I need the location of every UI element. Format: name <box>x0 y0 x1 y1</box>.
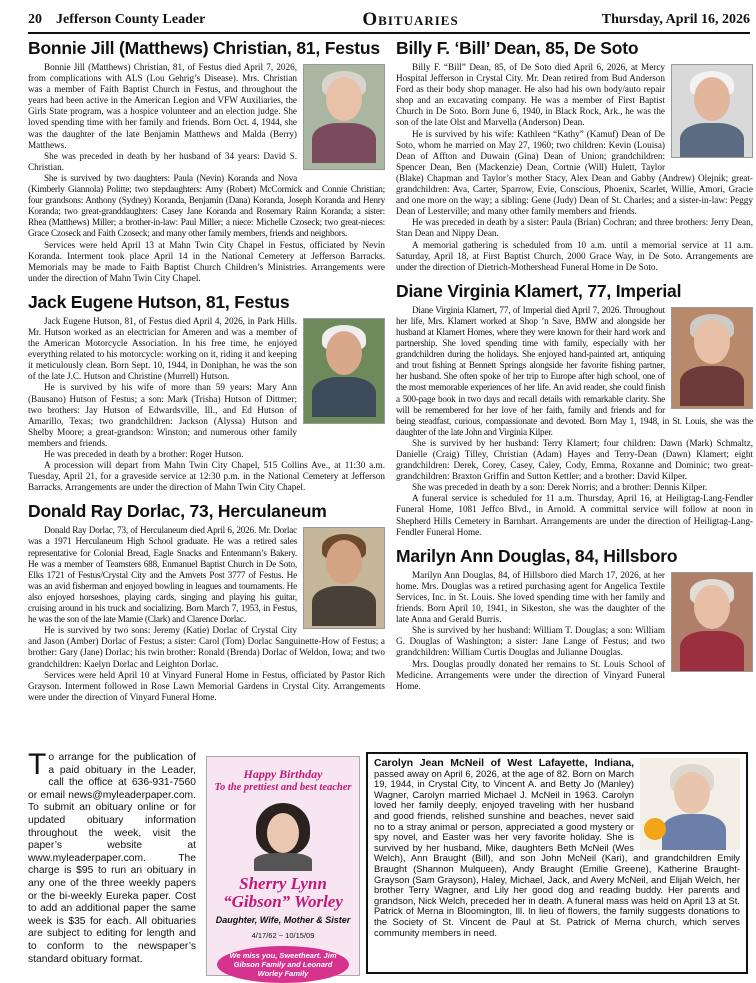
obituary-paragraph: Marilyn Ann Douglas, 84, of Hillsboro died March 17, 2026, at her home. Mrs. Douglas was a retired purchasing agent for Angelica Textile Services, Inc. in St. Louis. She loved spending time with her family and friends. Born April 10, 1941, in Sikeston, she was the daughter of the late Anna and Gerald Burris. <box>396 569 665 625</box>
obituary-paragraph: He is survived by his wife: Kathleen “Kathy” (Kamuf) Dean of De Soto, whom he married on May 27, 1960; two children: Kevin (Louisa) Dean of Affton and Duwain (Gina) Dean of Union; grandchildren: Spencer Dean, Ben (Mackenzie) Dean, Cortnie (Will) Hulett, Taylor (Blake) Chapman and Taylor’s mother Stacy, Alex Dean and Gabby (Andrew) Olejnik; great-grandchildren: Ava, Carter, Sparrow, Evie, Conscious, Phoenix, Scarlet, Willie, Amori, Gracie and one more on the way; a sibling: Gene (Judy) Dean of St. Charles; and a sister-in-law: Peggy Dean of Lesterville; and many other family members and friends. <box>396 128 753 217</box>
obituary-title: Marilyn Ann Douglas, 84, Hillsboro <box>396 545 678 566</box>
obituary-dean <box>396 38 753 273</box>
obituary-paragraph: Jack Eugene Hutson, 81, of Festus died April 4, 2026, in Park Hills. Mr. Hutson worked as an electrician for Ameren and was a member of the American Motorcycle Association. In his free time, he enjoyed everything related to his motorcycle: working on it, riding it and keeping it meticulously clean. Born Sept. 10, 1944, in Doniphan, he was the son of the late J.C. Hutson and Christine (Murrell) Hutson. <box>28 315 297 382</box>
obituary-paragraph: A memorial gathering is scheduled from 10 a.m. until a memorial service at 11 a.m. Saturday, April 18, at First Baptist Church, 2000 Grace Way, in De Soto. Arrangements are under the direction of Dietrich-Mothershead Funeral Home in De Soto. <box>396 239 753 272</box>
portrait-photo <box>671 307 753 409</box>
obituary-paragraph: She is survived by her husband: William T. Douglas; a son: William G. Douglas of Washington; a sister: Jane Lange of Festus; and two grandchildren: William Curtis Douglas and Julianne Douglas. <box>396 625 665 658</box>
obituary-paragraph: Billy F. “Bill” Dean, 85, of De Soto died April 6, 2026, at Mercy Hospital Jefferson in Crystal City. Mr. Dean retired from Bud Anderson Ford as their body shop manager. He also had his own body/auto repair shop and an excavating company. He was a member of First Baptist Church in De Soto. Born June 6, 1940, in Black Rock, Ark., he was the son of the late Olst and Marvella (Anderson) Dean. <box>396 62 665 128</box>
notice-text: o arrange for the publication of a paid obituary in the Leader, call the office at 636-931-7560 or email news@myleaderpaper.com. To submit an obituary online or for updated obituary information throughout the week, visit the paper’s website at www.myleaderpaper.com. The charge is $95 to run an obituary in any one of the three weekly papers or the bi-weekly Eureka paper. Cost to add an additional paper the same week is $35 for each. All obituaries are subject to editing for length and to conform to the newspaper’s standard obituary format. <box>28 752 196 965</box>
portrait-photo <box>303 527 385 629</box>
bottom-section <box>28 748 750 978</box>
birthday-memorial-ad <box>206 756 360 976</box>
drop-cap: T <box>28 748 47 781</box>
obituary-paragraph: He was preceded in death by a sister: Paula (Brian) Cochran; and three brothers: Jerry Dean, Stan Dean and Nippy Dean. <box>396 217 753 239</box>
obituary-paragraph: She was preceded in death by her husband of 34 years: David S. Christian. <box>28 150 297 172</box>
issue-date: Thursday, April 16, 2026 <box>601 12 750 27</box>
obituary-douglas <box>396 546 753 692</box>
obituary-title: Jack Eugene Hutson, 81, Festus <box>28 291 290 312</box>
obituary-hutson <box>28 292 385 494</box>
obituary-paragraph: Services were held April 13 at Mahn Twin City Chapel in Festus, officiated by Nevin Koranda. Interment took place April 14 in the National Cemetery at Jefferson Barracks. Memorials may be made to Faith Baptist Church Children’s Ministries. Arrangements were under the direction of Mahn Twin City Chapel. <box>28 239 385 283</box>
page-header <box>28 8 750 34</box>
obituary-paragraph: Services were held April 10 at Vinyard Funeral Home in Festus, officiated by Pastor Rich Grayson. Interment followed in Rose Lawn Memorial Gardens in Crystal City. Arrangements were under the direction of Vinyard Funeral Home. <box>28 669 385 702</box>
portrait-photo <box>671 572 753 672</box>
portrait-photo <box>303 64 385 170</box>
obituary-dorlac <box>28 501 385 703</box>
obituary-paragraph: Bonnie Jill (Matthews) Christian, 81, of Festus died April 7, 2026, from complications with ALS (Lou Gehrig’s Disease). Mrs. Christian was a member of Faith Baptist Church in Festus, and throughout the years had been active in the American Legion and VFW Auxiliaries, the Girls State program, was a hospice volunteer and an election judge. She loved spending time with her family and friends. Born Oct. 4, 1944, she was the daughter of the late Benjamin Matthews and Malda (Berry) Matthews. <box>28 62 297 150</box>
mcneil-lead: Carolyn Jean McNeil of West Lafayette, Indiana, <box>374 757 634 769</box>
obituary-title: Billy F. ‘Bill’ Dean, 85, De Soto <box>396 38 639 58</box>
section-title: Obituaries <box>362 9 459 30</box>
page-number: 20 <box>28 12 42 27</box>
obituary-submission-notice <box>28 748 196 978</box>
memorial-dates: 4/17/62 ~ 10/15/09 <box>251 931 315 940</box>
memorial-message: We miss you, Sweetheart. Jim Gibson Family and Leonard Worley Family <box>217 946 349 983</box>
obituary-paragraph: She is survived by her husband: Terry Klamert; four children: Dawn (Mark) Schmaltz, Danielle (Craig) Tilley, Christian (Adam) Hayes and Terry-Dean (Dawn) Klamert; eight grandchildren: Derek, Corey, Casey, Caley, Cody, Emma, Roxanne and Dominic; two great-grandchildren: Braxton Griffin and Sutton Kettler; and a brother: David Kilper. <box>396 437 753 482</box>
obituary-paragraph: He is survived by two sons: Jeremy (Katie) Dorlac of Crystal City and Jason (Amber) Dorlac of Festus; a sister: Carol (Tom) Dorlac Sanguinette-How of Festus; a brother: Gary (Jane) Dorlac; his twin brother: Ronald (Brenda) Dorlac of Weldon, Iowa; and two grandchildren: Kaelyn Dorlac and Leighton Dorlac. <box>28 625 385 669</box>
obituary-klamert <box>396 281 753 538</box>
obituary-christian <box>28 38 385 284</box>
portrait-photo <box>671 64 753 158</box>
right-column <box>396 38 753 696</box>
portrait-photo <box>640 758 740 850</box>
obituary-paragraph: Mrs. Douglas proudly donated her remains to St. Louis School of Medicine. Arrangements were under the direction of Vinyard Funeral Home. <box>396 658 665 691</box>
obituary-mcneil <box>366 752 748 974</box>
portrait-photo <box>303 318 385 424</box>
birthday-heading: Happy Birthday <box>243 767 323 781</box>
obituary-paragraph: She was preceded in death by a son: Derek Norris; and a brother: Dennis Kilper. <box>412 482 708 493</box>
birthday-subheading: To the prettiest and best teacher <box>214 782 352 793</box>
memorial-name-first: Sherry Lynn <box>239 874 327 893</box>
obituary-paragraph: Donald Ray Dorlac, 73, of Herculaneum died April 6, 2026. Mr. Dorlac was a 1971 Herculaneum High School graduate. He was a retired sales representative for Colonial Bread, Eagle Snacks and Entenmann’s Bakery. He was a member of Teamsters 688, Enmanuel Baptist Church in De Soto, Elks 1721 of Festus/Crystal City and the Amvets Post 3777 of Festus. He was an avid fisherman and enjoyed bowling in leagues and tournaments. He also enjoyed horseshoes, playing cards, singing and playing his guitar, cruising around in his truck and socializing. Born March 7, 1953, in Festus, he was the son of the late Mamie (Clark) and Clarence Dorlac. <box>28 525 297 625</box>
memorial-name-last: “Gibson” Worley <box>223 892 343 911</box>
obituary-paragraph: A funeral service is scheduled for 11 a.m. Thursday, April 16, at Heiligtag-Lang-Fendler Funeral Home, 1081 Jeffco Blvd., in Arnold. A committal service will follow at noon in Shepherd Hills Cemetery in Barnhart. Arrangements are under the direction of Heiligtag-Lang-Fendler Funeral Home. <box>396 493 753 537</box>
paper-name: Jefferson County Leader <box>56 12 206 27</box>
obituary-title: Bonnie Jill (Matthews) Christian, 81, Festus <box>28 38 380 58</box>
obituary-paragraph: She is survived by two daughters: Paula (Nevin) Koranda and Nova (Kimberly Giannola) Politte; two stepdaughters: Amy (Robert) McCormick and Connie Christian; four grandsons: Anthony (Sydney) Koranda, Benjamin (Dana) Koranda, Joseph Koranda and Henry Koranda; two great-granddaughters: Casey Jane Koranda and Rosemary Rainn Koranda; a sister: Rhea (Matthews) Miller; a brother-in-law: Paul Miller; a niece: Michelle Czoseck; two great-nieces: Grace Czoseck and Faith Czoseck; and many other family members, friends and neighbors. <box>28 172 385 239</box>
left-column <box>28 38 385 707</box>
obituary-title: Donald Ray Dorlac, 73, Herculaneum <box>28 501 327 522</box>
obituary-paragraph: He was preceded in death by a brother: Roger Hutson. <box>44 449 244 459</box>
obituary-paragraph: A procession will depart from Mahn Twin City Chapel, 515 Collins Ave., at 11:30 a.m. Tuesday, April 21, for a graveside service at 12:30 p.m. in the National Cemetery at Jefferson Barracks. Arrangements are under the direction of Mahn Twin City Chapel. <box>28 460 385 493</box>
obituary-title: Diane Virginia Klamert, 77, Imperial <box>396 280 682 301</box>
mcneil-text: passed away on April 6, 2026, at the age of 82. Born on March 19, 1944, in Crystal City, to Vincent A. and Betty Jo (Manley) Wagner, Carolyn married Michael J. McNeil in 1963. Carolyn loved her family deeply, enjoyed traveling with her husband and good friends, relished sunshine and beaches, never said no to a stray animal or person, appreciated a good mystery or spy novel, and Easter was her very favorite holiday. She is survived by her husband, Mike, daughters Beth McNeil (Wes Welch), Ann Braught (Bill), and son John McNeil (Kari), and grandchildren Emily Braught (Shannon Mulqueen), Andy Braught (Emilie Greene), Katherine Braught-Grayson (Sam Grayson), Haley, Michael, Jack, and Avery McNeil, and Elijah Welch, her brother Terry Wagner, and Lily her good dog and reading buddy. Her parents and grandson, Nick Welch, preceded her in death. A funeral mass was held on April 13 at St. Patrick of Merna in Bloomington, Ill. In lieu of flowers, the family suggests donations to the Society of St. Vincent de Paul at St. Patrick of Merna church, which serves community members in need. <box>374 767 740 938</box>
obituary-paragraph: Diane Virginia Klamert, 77, of Imperial died April 7, 2026. Throughout her life, Mrs. Klamert worked at Shop ’n Save, BMW and alongside her husband at Klamert Homes, where they were known for their hard work and partnership. She loved spending time with family, especially with her grandchildren during the holidays. She enjoyed hand-painted art, antiquing and trout fishing at Bennett Springs alongside her favorite fishing partner, her husband. She often spoke of her trip to Europe after high school, one of the most memorable experiences of her life. An avid reader, she could finish a 500-page book in two days and recall details with remarkable clarity. She will be remembered for her love of her faith, family and friends and for being steadfast, curious, compassionate and devoted. Born May 1, 1948, in St. Louis, she was the daughter of the late John and Virginia Kilper. <box>396 304 753 437</box>
memorial-role: Daughter, Wife, Mother & Sister <box>215 915 351 925</box>
obituary-paragraph: He is survived by his wife of more than 59 years: Mary Ann (Bausano) Hutson of Festus; a son: Mark (Trisha) Hutson of Dittmer; two brothers: Jay Hutson of Edwardsville, Ill., and Ed Hutson of Amarillo, Texas; two grandchildren: Jackson (Alyssa) Hutson and Shelby Moore; a great-grandson: Winston; and numerous other family members and friends. <box>28 382 297 448</box>
flower-icon <box>644 818 666 840</box>
memorial-portrait <box>248 801 318 871</box>
